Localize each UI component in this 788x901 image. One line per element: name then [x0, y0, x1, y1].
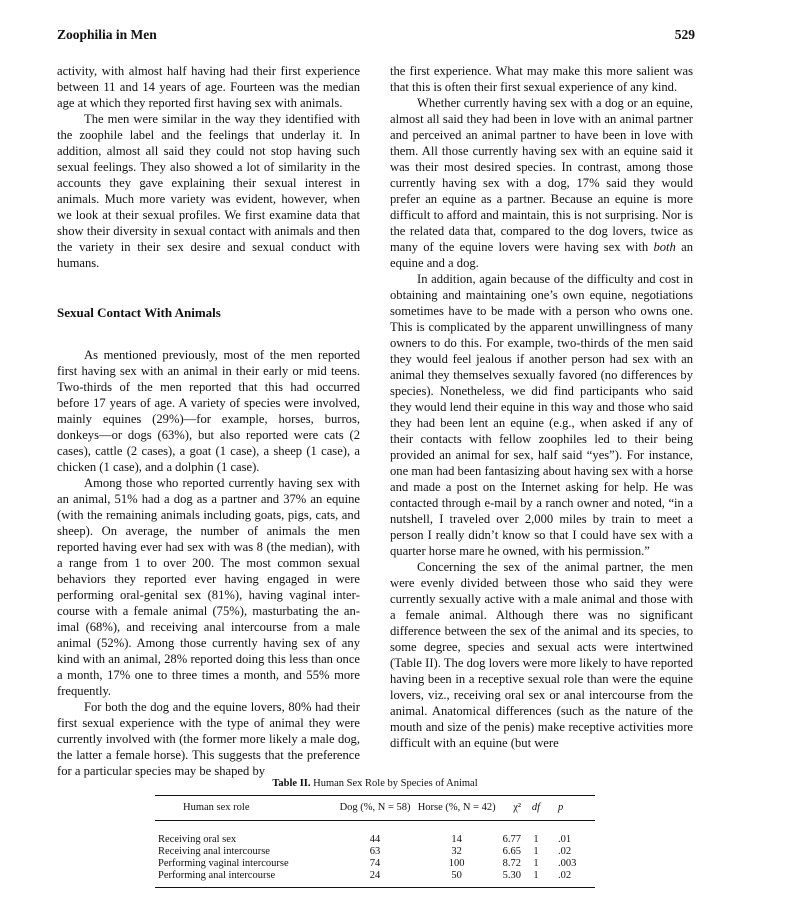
table-caption [155, 778, 595, 789]
paragraph-lending: In addition, again because of the difficulty and cost in obtaining and maintaining one’s own equine, negotiations sometimes have to be made with a person who owns one. This is complicated by the apparent unwillingness of many owners to do this. For example, two-thirds of the men said they would feel jealous if another person had sex with an animal they themselves sexually favored (no differences by species). Nonetheless, we did find participants who said they would lend their equine in this way and those who said they had been lent an equine (e.g., when asked if any of their contacts with fellow zoophiles led to their being provided an animal for sex, half said “yes”). For instance, one man had been fantasizing about having sex with a horse and made a post on the Internet asking for help. He was contacted through e-mail by a ranch owner and noted, “in a nutshell, I traveled over 2,000 miles by train to meet a person I really didn’t know so that I could have sex with a quarter horse mare he owned, with his permission.” [390, 272, 693, 558]
header-p: p [558, 802, 564, 813]
data-table [155, 795, 595, 888]
right-column [390, 63, 693, 751]
cell-p: .01 [558, 834, 572, 845]
paragraph-current-partners: Among those who reported currently having sex with an animal, 51% had a dog as a partner and 37% an equine (with the remaining animals including goats, pigs, cats, and sheep). On average, the number of animals the men reported having ever had sex with was 8 (the median), with a range from 1 to over 200. The most common sexual behaviors they reported ever having engaged in were performing oral-genital sex (81%), having vaginal intercourse with a female animal (75%), masturbating the animal (68%), and receiving anal intercourse from a male animal (52%). Among those currently having sex of any kind with an animal, 28% reported doing this less than once a month, 17% one to three times a month, and 55% more frequently. [57, 476, 360, 698]
header-chi-square: χ² [513, 802, 521, 813]
cell-chi: 6.65 [502, 846, 521, 857]
cell-chi: 8.72 [502, 858, 521, 869]
section-heading: Sexual Contact With Animals [57, 305, 221, 320]
cell-dog: 63 [369, 846, 381, 857]
cell-horse: 32 [451, 846, 462, 857]
cell-horse: 14 [451, 834, 462, 845]
left-column [57, 63, 360, 779]
table-row [155, 821, 595, 847]
cell-df: 1 [533, 846, 539, 857]
cell-role: Performing vaginal intercourse [158, 858, 289, 869]
cell-p: .02 [558, 846, 572, 857]
cell-dog: 74 [369, 858, 381, 869]
emphasis-both: both [653, 240, 676, 254]
cell-dog: 24 [369, 870, 381, 881]
table-row [155, 846, 595, 858]
table-title: Human Sex Role by Species of Animal [313, 778, 478, 789]
cell-chi: 5.30 [502, 870, 521, 881]
cell-horse: 50 [451, 870, 462, 881]
cell-horse: 100 [448, 858, 465, 869]
cell-role: Receiving anal intercourse [158, 846, 270, 857]
cell-df: 1 [533, 858, 539, 869]
paragraph-continued: activity, with almost half having had their first experience between 11 and 14 years of age. Fourteen was the median age at which they reported first having sex with animals. [57, 64, 360, 110]
table-row [155, 858, 595, 870]
cell-chi: 6.77 [502, 834, 521, 845]
header-role: Human sex role [183, 802, 250, 813]
species-text-a: Whether currently having sex with a dog or an equine, almost all said they had been in love with an animal partner and perceived an animal partner to have been in love with them. All those currently having sex with an equine said it was their most desired species. In contrast, among those currently having sex with a dog, 17% said they would prefer an equine as a partner. Because an equine is more difficult to afford and maintain, this is not surprising. Nor is the related data that, compared to the dog lovers, twice as many of the equine lovers were having sex with [390, 96, 693, 254]
cell-p: .003 [558, 858, 577, 869]
paragraph-first-contact: As mentioned previously, most of the men reported first having sex with an animal in their early or mid teens. Two-thirds of the men reported that this had occurred before 17 years of age. A variety of species were involved, mainly equines (29%)—for example, horses, burros, donkeys—or dogs (63%), but also reported were cats (2 cases), cattle (2 cases), a goat (1 case), a sheep (1 case), a chicken (1 case), and a dolphin (1 case). [57, 348, 360, 474]
cell-p: .02 [558, 870, 572, 881]
page-number: 529 [674, 27, 695, 42]
paragraph-animal-sex: Concerning the sex of the animal partner, the men were evenly divided between those who said they were currently sexually active with a male animal and those with a female animal. Although there was no significant difference between the sex of the animal and its species, to some degree, species and sexual acts were intertwined (Table II). The dog lovers were more likely to have reported having been in a receptive sexual role than were the equine lovers, viz., receiving oral sex or anal intercourse from the animal. Anatomical differences (such as the nature of the mouth and size of the penis) make receptive activities more difficult with an equine (but were [390, 560, 693, 750]
header-df: df [531, 802, 541, 813]
species-text-b: an equine and a dog. [390, 240, 693, 270]
table-header-row [155, 796, 595, 821]
running-title: Zoophilia in Men [57, 27, 157, 42]
cell-df: 1 [533, 834, 539, 845]
page-header [57, 27, 695, 45]
cell-dog: 44 [369, 834, 381, 845]
header-dog: Dog (%, N = 58) [339, 802, 411, 813]
cell-df: 1 [533, 870, 539, 881]
cell-role: Performing anal intercourse [158, 870, 276, 881]
paragraph-zoophile-label: The men were similar in the way they identified with the zoophile label and the feelings that underlay it. In addition, almost all said they could not stop having such sexual feelings. They also showed a lot of similarity in the accounts they gave explaining their sexual interest in animals. Much more variety was evident, however, when we look at their sexual profiles. We first examine data that show their diversity in sexual contact with animals and then the variety in their sex desire and sexual conduct with humans. [57, 112, 360, 270]
paragraph-first-experience: For both the dog and the equine lovers, 80% had their first sexual experience with the type of animal they were currently involved with (the former more likely a male dog, the latter a female horse). This suggests that the preference for a particular species may be shaped by [57, 700, 360, 778]
paragraph-species-preference [390, 95, 693, 271]
table-row [155, 870, 595, 888]
table-label: Table II. [272, 778, 311, 789]
header-horse: Horse (%, N = 42) [417, 802, 496, 813]
cell-role: Receiving oral sex [158, 834, 237, 845]
paragraph-continued-right: the first experience. What may make this more salient was that this is often their first sexual experience of any kind. [390, 64, 693, 94]
